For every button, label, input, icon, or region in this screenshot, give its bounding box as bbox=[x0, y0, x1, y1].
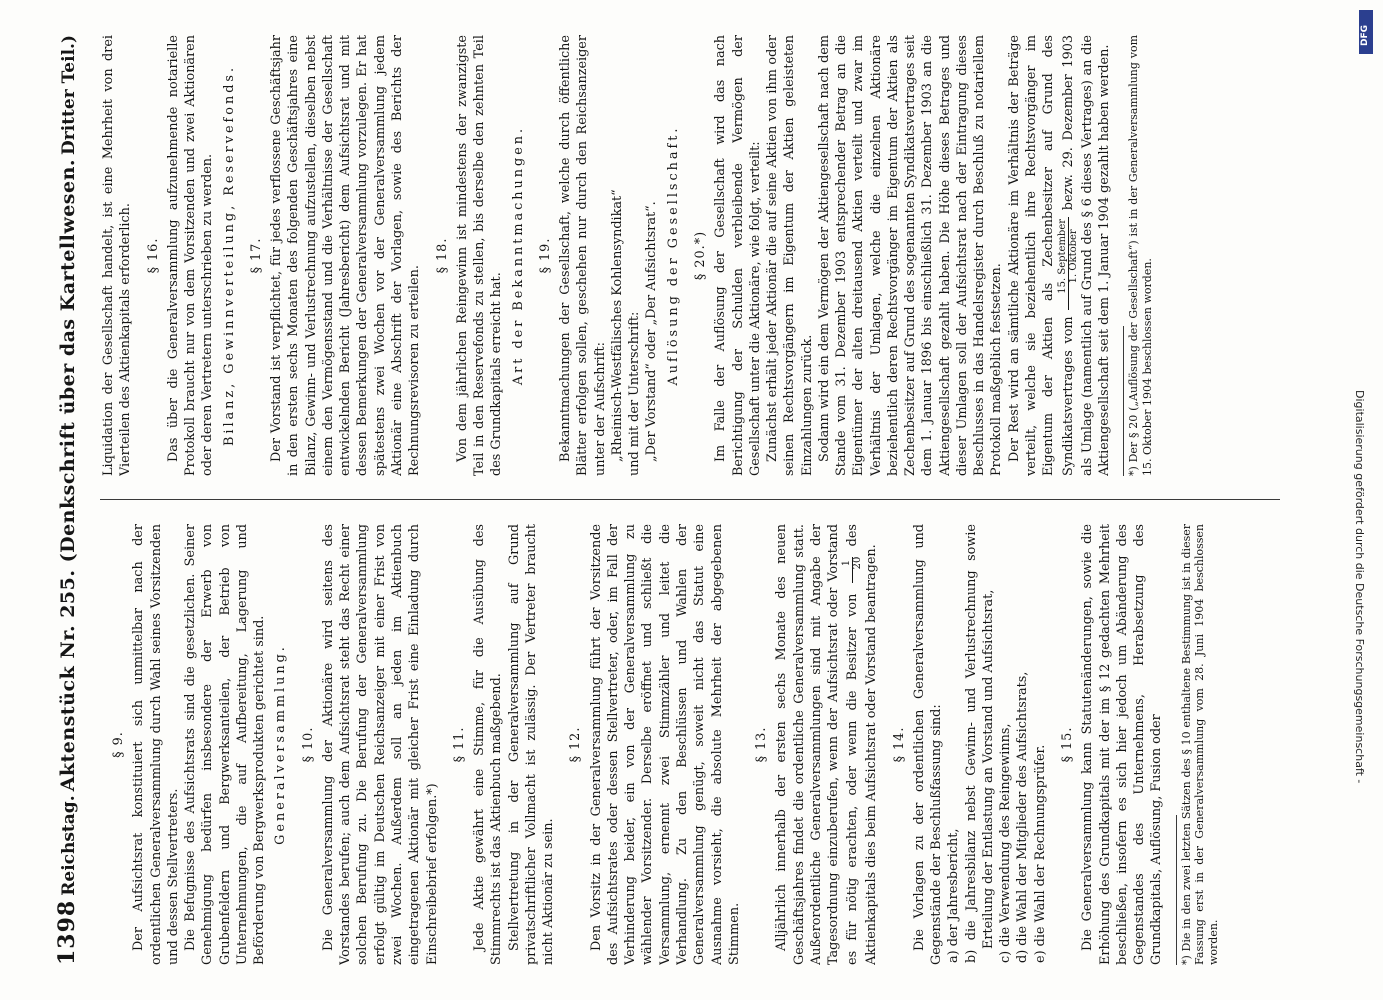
list-item: c) die Verwendung des Reingewinns, bbox=[997, 723, 1013, 963]
section-19-quote-2: „Der Vorstand“ oder „Der Aufsichtsrat“. bbox=[643, 201, 659, 462]
list-item: a) der Jahresbericht, bbox=[945, 828, 961, 963]
left-column bbox=[100, 524, 1280, 965]
footnote-rule bbox=[1175, 815, 1176, 965]
section-13-fraction bbox=[842, 557, 863, 584]
section-16-title: § 16. bbox=[145, 237, 161, 274]
header-right: Dritter Teil.) bbox=[58, 35, 79, 155]
section-13-text-end: des Aktienkapitals dies beim Aufsichtsrat oder Vorstand beantragen. bbox=[844, 524, 879, 965]
section-20-paragraph-1: Im Falle der Auflösung der Gesellschaft wird das nach Berichtigung der Schulden verbleibende Vermögen der Gesellschaft unter die Aktionäre, wie folgt, verteilt: bbox=[712, 35, 763, 476]
left-footnote: *) Die in den zwei letzten Sätzen des § 10 enthaltene Bestimmung ist in dieser Fassung erst in der Generalversammlung vom 28. Juni 1904 beschlossen worden. bbox=[1179, 524, 1220, 965]
section-19-paragraph-2: und mit der Unterschrift: bbox=[626, 311, 642, 476]
section-18-title: § 18. bbox=[434, 237, 450, 274]
section-13-paragraph bbox=[773, 524, 880, 965]
section-19-title: § 19. bbox=[537, 237, 553, 274]
section-14-paragraph: Die Vorlagen zu der ordentlichen Generalversammlung und Gegenstände der Beschlußfassung sind: bbox=[911, 524, 944, 965]
section-17-paragraph: Der Vorstand ist verpflichtet, für jedes verflossene Geschäftsjahr in den ersten sechs Monaten des folgenden Geschäftsjahres eine Bilanz, Gewinn- und Verlustrechnung aufzustellen, dieselben nebst einem den Vermögensstand und die Verhältnisse der Gesellschaft entwickelnden Bericht (Jahresbericht) dem Aufsichtsrat und mit dessen Bemerkungen der Generalversammlung vorzulegen. Er hat spätestens zwei Wochen vor der Generalversammlung jedem Aktionär eine Abschrift der Vorlagen, sowie des Berichts der Rechnungsrevisoren zu erteilen. bbox=[268, 35, 422, 476]
right-intro-paragraph: Liquidation der Gesellschaft handelt, ist eine Mehrheit von drei Vierteilen des Aktienkapitals erforderlich. bbox=[100, 35, 133, 476]
fraction-numerator: 15. September bbox=[1057, 217, 1068, 310]
caption-bilanz: Bilanz, Gewinnverteilung, Reservefonds. bbox=[221, 64, 237, 447]
section-9-title: § 9. bbox=[110, 731, 126, 758]
fraction-numerator: 1 bbox=[842, 557, 853, 584]
right-footnote: *) Der § 20 („Auflösung der Gesellschaft“) ist in der Generalversammlung vom 15. Oktober 1904 beschlossen worden. bbox=[1126, 35, 1154, 476]
section-13-title: § 13. bbox=[753, 726, 769, 763]
section-10-title: § 10. bbox=[300, 726, 316, 763]
list-item: d) die Wahl der Mitglieder des Aufsichtsrats, bbox=[1014, 671, 1030, 963]
right-column bbox=[100, 35, 1280, 476]
section-19-quote-1: „Rheinisch-Westfälisches Kohlensyndikat“ bbox=[609, 189, 625, 462]
section-15-paragraph: Die Generalversammlung kann Statutenänderungen, sowie die Erhöhung des Grundkapitals mit der im § 12 gedachten Mehrheit beschließen, insofern es sich hier jedoch um Abänderung des Gegenstandes des Unternehmens, Herabsetzung des Grundkapitals, Auflösung, Fusion oder bbox=[1079, 524, 1164, 965]
section-15-title: § 15. bbox=[1059, 726, 1075, 763]
list-item: b) die Jahresbilanz nebst Gewinn- und Verlustrechnung sowie Erteilung der Entlastung an Vorstand und Aufsichtsrat, bbox=[963, 524, 996, 963]
digitization-note: Digitalisierung gefördert durch die Deutsche Forschungsgemeinschaft - bbox=[1353, 390, 1366, 784]
section-17-title: § 17. bbox=[248, 237, 264, 274]
header-left: Reichstag. bbox=[58, 795, 79, 896]
rotated-page-content bbox=[42, 35, 1342, 965]
section-20-paragraph-2: Zunächst erhält jeder Aktionär die auf seine Aktien von ihm oder seinen Rechtsvorgängern im Eigentum der Aktien geleisteten Einzahlungen zurück. bbox=[764, 35, 815, 476]
section-16-paragraph: Das über die Generalversammlung aufzunehmende notarielle Protokoll braucht nur von dem Vorsitzenden und zwei Aktionären oder deren Vertretern unterschrieben zu werden. bbox=[165, 35, 215, 476]
fraction-denominator: 1. Oktober bbox=[1067, 229, 1079, 284]
section-9-paragraph-1: Der Aufsichtsrat konstituiert sich unmittelbar nach der ordentlichen Generalversammlung durch Wahl seines Vorsitzenden und dessen Stellvertreters. bbox=[130, 524, 181, 965]
fraction-denominator: 20 bbox=[851, 556, 863, 570]
section-11-paragraph-2: Stellvertretung in der Generalversammlung auf Grund privatschriftlicher Vollmacht ist zulässig. Der Vertreter braucht nicht Aktionär zu sein. bbox=[506, 524, 556, 965]
section-18-paragraph: Von dem jährlichen Reingewinn ist mindestens der zwanzigste Teil in den Reservefonds zu stellen, bis derselbe den zehnten Teil des Grundkapitals erreicht hat. bbox=[454, 35, 504, 476]
caption-generalversammlung: Generalversammlung. bbox=[272, 644, 288, 845]
caption-bekanntmachungen: Art der Bekanntmachungen. bbox=[510, 125, 526, 386]
list-item: e) die Wahl der Rechnungsprüfer. bbox=[1032, 744, 1048, 963]
section-20-text-start: Der Rest wird an sämtliche Aktionäre im Verhältnis der Beträge verteilt, welche sie beziehentlich ihre Rechtsvorgänger im Eigentum der Aktien als Zechenbesitzer auf Grund des Syndikatsvertrages vom bbox=[1006, 35, 1076, 476]
section-12-paragraph: Den Vorsitz in der Generalversammlung führt der Vorsitzende des Aufsichtsrates oder dessen Stellvertreter, oder, im Fall der Verhinderung beider, ein von der Generalversammlung zu wählender Vorsitzender. Derselbe eröffnet und schließt die Versammlung, ernennt zwei Stimmzähler und leitet die Verhandlung. Zu den Beschlüssen und Wahlen der Generalversammlung genügt, soweit nicht das Statut eine Ausnahme vorsieht, die absolute Mehrheit der abgegebenen Stimmen. bbox=[588, 524, 742, 965]
section-14-list bbox=[945, 524, 1049, 965]
section-20-title: § 20.*) bbox=[692, 230, 708, 281]
digitization-sidebar bbox=[1353, 10, 1376, 990]
page-number: 1398 bbox=[53, 899, 80, 965]
section-12-title: § 12. bbox=[567, 726, 583, 763]
section-11-title: § 11. bbox=[451, 726, 467, 763]
section-19-paragraph-1: Bekanntmachungen der Gesellschaft, welche durch öffentliche Blätter erfolgen sollen, geschehen nur durch den Reichsanzeiger unter der Aufschrift: bbox=[557, 35, 608, 476]
section-14-title: § 14. bbox=[891, 726, 907, 763]
header-center: Aktenstück Nr. 255. (Denkschrift über das Kartellwesen. bbox=[56, 158, 79, 792]
section-10-paragraph: Die Generalversammlung der Aktionäre wird seitens des Vorstandes berufen; auch dem Aufsichtsrat steht das Recht einer solchen Berufung zu. Die Berufung der Generalversammlung erfolgt gültig im Deutschen Reichsanzeiger mit einer Frist von zwei Wochen. Außerdem soll an jeden im Aktienbuch eingetragenen Aktionär mit gleicher Frist eine Einladung durch Einschreibebrief erfolgen.*) bbox=[320, 524, 440, 965]
section-11-paragraph-1: Jede Aktie gewährt eine Stimme, für die Ausübung des Stimmrechts ist das Aktienbuch maßgebend. bbox=[471, 524, 504, 965]
section-20-date-fraction bbox=[1057, 217, 1078, 310]
dfg-logo-text: DFG bbox=[1360, 24, 1370, 46]
section-9-paragraph-2: Die Befugnisse des Aufsichtsrats sind die gesetzlichen. Seiner Genehmigung bedürfen insbesondere der Erwerb von Grubenfeldern und Bergwerksanteilen, der Betrieb von Unternehmungen, die auf Aufbereitung, Lagerung und Beförderung von Bergwerksprodukten gerichtet sind. bbox=[182, 524, 267, 965]
section-20-text-end: bezw. 29. Dezember 1903 als Umlage (namentlich auf Grund des § 6 dieses Vertrages) an die Aktiengesellschaft seit dem 1. Januar 1904 gezahlt haben werden. bbox=[1060, 35, 1112, 476]
section-13-text-start: Alljährlich innerhalb der ersten sechs Monate des neuen Geschäftsjahres findet die ordentliche Generalversammlung statt. Außerordentliche Generalversammlungen sind mit Angabe der Tagesordnung einzuberufen, wenn der Aufsichtsrat oder Vorstand es für nötig erachten, oder wenn die Besitzer von bbox=[773, 524, 860, 965]
caption-aufloesung: Auflösung der Gesellschaft. bbox=[665, 125, 681, 386]
footnote-rule bbox=[1123, 326, 1124, 476]
section-20-paragraph-4 bbox=[1005, 35, 1112, 476]
section-20-paragraph-3: Sodann wird ein dem Vermögen der Aktiengesellschaft nach dem Stande vom 31. Dezember 1903 entsprechender Betrag an die Eigentümer der alten dreitausend Aktien verteilt und zwar im Verhältnis der Umlagen, welche die einzelnen Aktionäre beziehentlich deren Rechtsvorgänger im Eigentum der Aktien als Zechenbesitzer auf Grund des sogenannten Syndikatsvertrages seit dem 1. Januar 1896 bis einschließlich 31. Dezember 1903 an die Aktiengesellschaft gezahlt haben. Die Höhe dieses Betrages und dieser Umlagen soll der Aufsichtsrat nach der Eintragung dieses Beschlusses in das Handelsregister durch Beschluß zu notariellem Protokoll maßgeblich festsetzen. bbox=[816, 35, 1004, 476]
page-header bbox=[54, 35, 94, 965]
column-divider bbox=[100, 499, 1280, 500]
